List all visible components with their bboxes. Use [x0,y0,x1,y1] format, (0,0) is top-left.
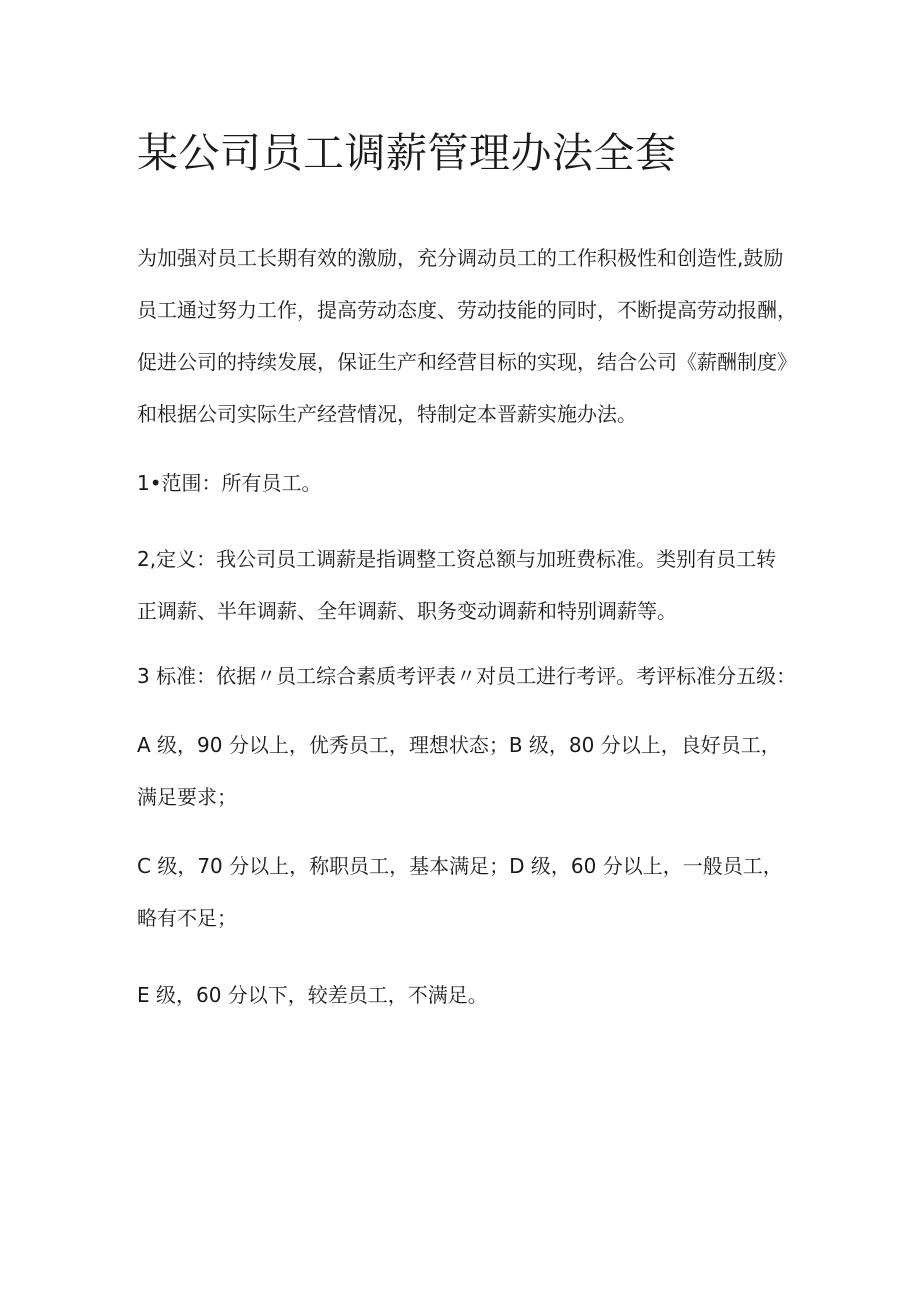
grade-ab-paragraph [137,719,817,823]
section-definition-line: 2,定义：我公司员工调薪是指调整工资总额与加班费标准。类别有员工转 [137,547,777,571]
section-standard-line: 3 标准：依据〃员工综合素质考评表〃对员工进行考评。考评标准分五级： [137,664,797,688]
section-definition [137,533,817,637]
grade-cd-paragraph [137,840,817,944]
section-definition-line: 正调薪、半年调薪、全年调薪、职务变动调薪和特别调薪等。 [137,599,677,623]
intro-line: 促进公司的持续发展，保证生产和经营目标的实现，结合公司《薪酬制度》 [137,350,797,374]
grade-e-line: E 级，60 分以下，较差员工，不满足。 [137,983,488,1007]
grade-cd-line: 略有不足； [137,906,237,930]
intro-line: 和根据公司实际生产经营情况，特制定本晋薪实施办法。 [137,402,637,426]
grade-ab-line: A 级，90 分以上，优秀员工，理想状态；B 级，80 分以上，良好员工， [137,733,781,757]
intro-paragraph [137,232,817,440]
grade-e-paragraph [137,969,817,1021]
intro-line: 为加强对员工长期有效的激励，充分调动员工的工作积极性和创造性,鼓励 [137,246,784,270]
section-standard [137,650,817,702]
document-title: 某公司员工调薪管理办法全套 [137,129,677,177]
intro-line: 员工通过努力工作，提高劳动态度、劳动技能的同时，不断提高劳动报酬， [137,298,797,322]
grade-ab-line: 满足要求； [137,785,237,809]
section-scope [137,457,817,509]
section-scope-line: 1•范围：所有员工。 [137,471,322,495]
grade-cd-line: C 级，70 分以上，称职员工，基本满足；D 级，60 分以上，一般员工， [137,854,783,878]
